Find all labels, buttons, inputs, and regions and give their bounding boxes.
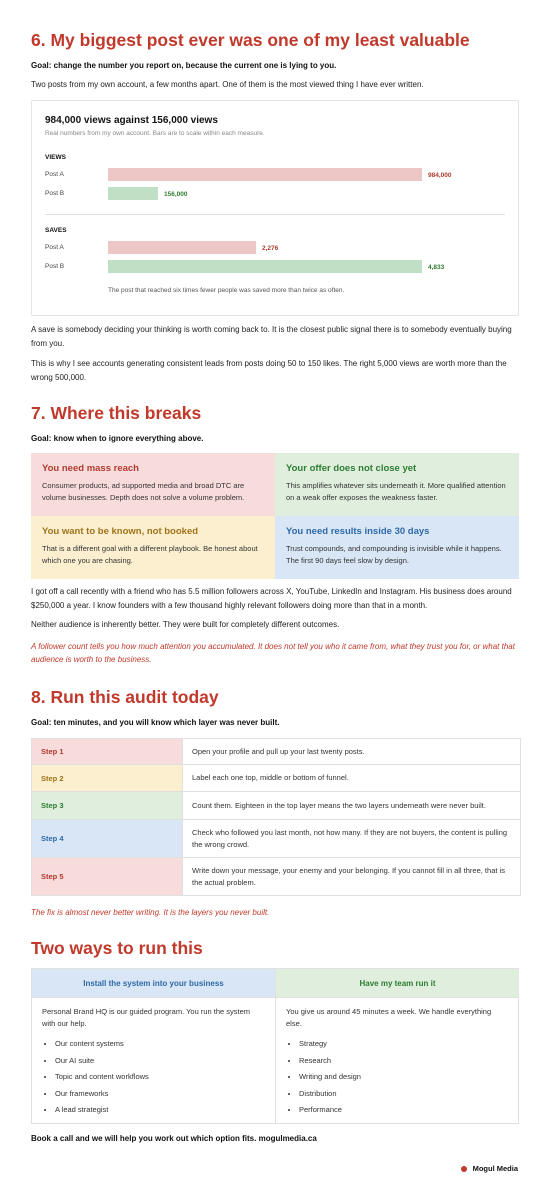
comparison-chart-card xyxy=(31,100,519,316)
step-label: Step 3 xyxy=(32,792,182,819)
breakpoint-body: This amplifies whatever sits underneath it. More qualified attention on a weak offer exposes the weakness faster. xyxy=(286,481,506,502)
step-label: Step 2 xyxy=(32,765,182,791)
chart-group-label-saves: SAVES xyxy=(45,227,67,234)
breakpoint-title: You need results inside 30 days xyxy=(286,526,430,537)
breakpoint-title: You need mass reach xyxy=(42,463,139,474)
section-7-title: 7. Where this breaks xyxy=(31,403,202,423)
breakpoint-card xyxy=(31,453,275,516)
option-list xyxy=(42,1036,265,1119)
list-item: • Writing and design xyxy=(299,1069,509,1086)
section-7-paragraph-1: I got off a call recently with a friend who has 5.5 million followers across X, YouTube, LinkedIn and Instagram. His business does around $250,000 a year. I know founders with a few thousand highly relevant followers doing more than that in a month. xyxy=(31,587,512,610)
call-to-action[interactable]: Book a call and we will help you work out which option fits. mogulmedia.ca xyxy=(31,1134,317,1143)
step-label: Step 4 xyxy=(32,820,182,857)
step-text: Check who followed you last month, not how many. If they are not buyers, the content is pulling the wrong crowd. xyxy=(182,820,520,857)
breakpoint-card xyxy=(31,516,275,579)
section-7-goal: Goal: know when to ignore everything above. xyxy=(31,434,204,443)
breakpoint-body: Trust compounds, and compounding is invisible while it happens. The first 90 days feel slow by design. xyxy=(286,544,502,565)
table-row xyxy=(32,820,520,858)
breakpoint-title: You want to be known, not booked xyxy=(42,526,199,537)
section-6-paragraph-2: This is why I see accounts generating consistent leads from posts doing 50 to 150 likes. The right 5,000 views are worth more than the wrong 500,000. xyxy=(31,359,507,382)
list-item: • Research xyxy=(299,1053,509,1070)
breakpoint-card xyxy=(275,516,519,579)
option-list xyxy=(286,1036,509,1119)
chart-category-label: Post B xyxy=(45,190,65,197)
chart-data-label: 4,833 xyxy=(428,264,445,271)
two-ways-title: Two ways to run this xyxy=(31,938,203,958)
list-item: • Distribution xyxy=(299,1086,509,1103)
chart-footnote: The post that reached six times fewer people was saved more than twice as often. xyxy=(108,287,345,294)
chart-category-label: Post A xyxy=(45,171,64,178)
chart-category-label: Post A xyxy=(45,244,64,251)
section-8-quote: The fix is almost never better writing. It is the layers you never built. xyxy=(31,908,270,917)
step-label: Step 1 xyxy=(32,739,182,764)
table-row xyxy=(32,765,520,792)
list-item: • Our frameworks xyxy=(55,1086,265,1103)
brand-name: Mogul Media xyxy=(472,1164,518,1173)
option-heading: Install the system into your business xyxy=(32,969,275,998)
step-text: Open your profile and pull up your last twenty posts. xyxy=(182,739,520,764)
section-6-goal: Goal: change the number you report on, because the current one is lying to you. xyxy=(31,61,337,70)
option-column-install xyxy=(32,969,276,1123)
section-8-goal: Goal: ten minutes, and you will know which layer was never built. xyxy=(31,718,280,727)
table-row xyxy=(32,739,520,765)
chart-data-label: 984,000 xyxy=(428,172,452,179)
option-column-done-for-you xyxy=(276,969,519,1123)
breakpoints-grid xyxy=(31,453,519,579)
list-item: • Our AI suite xyxy=(55,1053,265,1070)
audit-steps-table xyxy=(31,738,521,896)
step-text: Write down your message, your enemy and your belonging. If you cannot fill in all three, that is the actual problem. xyxy=(182,858,520,895)
breakpoint-body: That is a different goal with a different playbook. Be honest about which one you are chasing. xyxy=(42,544,258,565)
chart-bar-saves-post-a xyxy=(108,241,256,254)
section-8-title: 8. Run this audit today xyxy=(31,687,219,707)
section-6-title: 6. My biggest post ever was one of my least valuable xyxy=(31,30,470,50)
step-text: Count them. Eighteen in the top layer means the two layers underneath were never built. xyxy=(182,792,520,819)
table-row xyxy=(32,792,520,820)
chart-group-label-views: VIEWS xyxy=(45,154,66,161)
chart-bar-views-post-a xyxy=(108,168,422,181)
chart-subtitle: Real numbers from my own account. Bars are to scale within each measure. xyxy=(45,130,265,137)
list-item: • A lead strategist xyxy=(55,1102,265,1119)
list-item: • Topic and content workflows xyxy=(55,1069,265,1086)
option-heading: Have my team run it xyxy=(276,969,519,998)
chart-title: 984,000 views against 156,000 views xyxy=(45,115,218,126)
brand-footer xyxy=(461,1164,518,1173)
table-row xyxy=(32,858,520,896)
breakpoint-title: Your offer does not close yet xyxy=(286,463,417,474)
option-intro: Personal Brand HQ is our guided program. You run the system with our help. xyxy=(42,1007,251,1028)
chart-bar-views-post-b xyxy=(108,187,158,200)
chart-divider xyxy=(45,214,505,215)
chart-data-label: 2,276 xyxy=(262,245,279,252)
options-table xyxy=(31,968,519,1124)
chart-bar-saves-post-b xyxy=(108,260,422,273)
breakpoint-card xyxy=(275,453,519,516)
breakpoint-body: Consumer products, ad supported media and broad DTC are volume businesses. Depth does not solve a volume problem. xyxy=(42,481,245,502)
step-label: Step 5 xyxy=(32,858,182,895)
option-intro: You give us around 45 minutes a week. We handle everything else. xyxy=(286,1007,492,1028)
section-7-quote: A follower count tells you how much attention you accumulated. It does not tell you who it came from, what they trust you for, or what that audience is worth to the business. xyxy=(31,642,515,664)
section-6-intro: Two posts from my own account, a few months apart. One of them is the most viewed thing I have ever written. xyxy=(31,80,424,89)
list-item: • Performance xyxy=(299,1102,509,1119)
list-item: • Our content systems xyxy=(55,1036,265,1053)
brand-dot-icon xyxy=(461,1166,467,1172)
section-7-paragraph-2: Neither audience is inherently better. They were built for completely different outcomes. xyxy=(31,620,340,629)
chart-data-label: 156,000 xyxy=(164,191,188,198)
step-text: Label each one top, middle or bottom of funnel. xyxy=(182,765,520,791)
chart-category-label: Post B xyxy=(45,263,65,270)
list-item: • Strategy xyxy=(299,1036,509,1053)
section-6-paragraph-1: A save is somebody deciding your thinking is worth coming back to. It is the closest public signal there is to somebody eventually buying from you. xyxy=(31,325,512,348)
